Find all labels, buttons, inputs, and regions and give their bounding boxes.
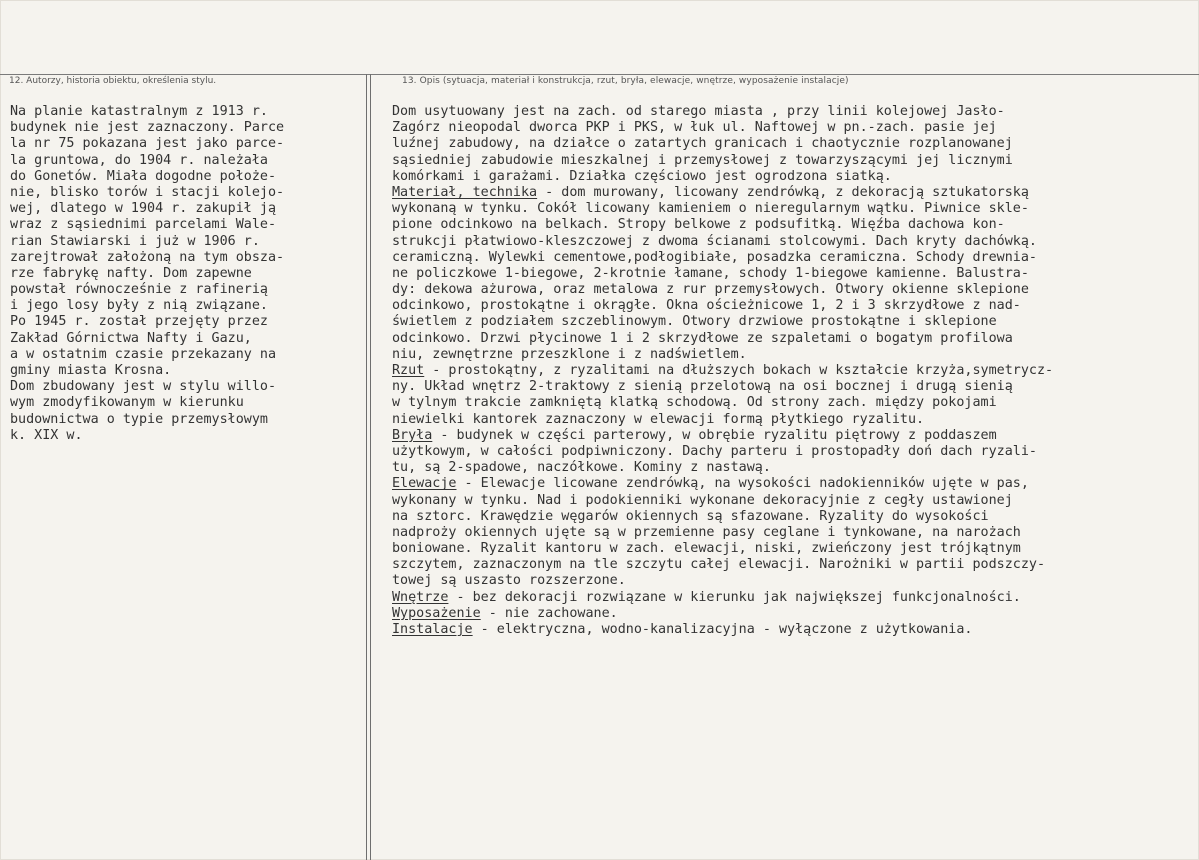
description-text-run: - budynek w części parterowy, w obrębie ryzalitu piętrowy z poddaszem <box>432 427 997 443</box>
description-line <box>392 525 1053 541</box>
description-line <box>392 606 1053 622</box>
description-line <box>392 573 1053 589</box>
description-line <box>392 444 1053 460</box>
history-line: gminy miasta Krosna. <box>10 363 172 378</box>
description-text-run: świetlem z podziałem szczeblinowym. Otwory drzwiowe prostokątne i sklepione <box>392 314 997 330</box>
history-line: nie, blisko torów i stacji kolejo- <box>10 184 285 200</box>
description-line <box>392 298 1053 314</box>
history-line: Po 1945 r. został przejęty przez <box>10 314 268 330</box>
section-heading: Materiał, technika <box>392 184 538 200</box>
description-text-run: w tylnym trakcie zamkniętą klatką schodową. Od strony zach. między pokojami <box>392 395 997 411</box>
description-line <box>392 395 1053 411</box>
history-line: la gruntowa, do 1904 r. należała <box>10 152 268 168</box>
history-line: Zakład Górnictwa Nafty i Gazu, <box>10 330 252 346</box>
section-heading: Instalacje <box>392 622 473 637</box>
description-text-run: szczytem, zaznaczonym na tle szczytu całej elewacji. Narożniki w partii podszczy- <box>392 557 1046 573</box>
header-divider <box>0 74 1199 75</box>
history-line: la nr 75 pokazana jest jako parce- <box>10 136 285 152</box>
history-line: Na planie katastralnym z 1913 r. <box>10 104 268 119</box>
section-heading: Bryła <box>392 427 433 443</box>
history-line: budownictwa o typie przemysłowym <box>10 411 268 427</box>
history-line: wej, dlatego w 1904 r. zakupił ją <box>10 201 277 217</box>
history-line: k. XIX w. <box>10 427 83 443</box>
description-text-run: odcinkowo, prostokątne i okrągłe. Okna ościeżnicowe 1, 2 i 3 skrzydłowe z nad- <box>392 298 1021 314</box>
description-text-run: - nie zachowane. <box>480 605 618 621</box>
description-line <box>392 282 1053 298</box>
description-line <box>392 428 1053 444</box>
description-text-run: - bez dekoracji rozwiązane w kierunku jak największej funkcjonalności. <box>448 589 1021 605</box>
description-line <box>392 104 1053 120</box>
description-text-run: niewielki kantorek zaznaczony w elewacji formą płytkiego ryzalitu. <box>392 411 925 427</box>
description-text-run: na sztorc. Krawędzie węgarów okiennych są sfazowane. Ryzality do wysokości <box>392 508 989 524</box>
description-line <box>392 266 1053 282</box>
description-text-run: ceramiczną. Wylewki cementowe,podłogibiałe, posadzka ceramiczna. Schody drewnia- <box>392 249 1037 265</box>
description-text-run: ne policzkowe 1-biegowe, 2-krotnie łamane, schody 1-biegowe kamienne. Balustra- <box>392 265 1029 281</box>
description-text-run: dy: dekowa ażurowa, oraz metalowa z rur przemysłowych. Otwory okienne sklepione <box>392 282 1029 298</box>
section-12-header: 12. Autorzy, historia obiektu, określenia stylu. <box>9 76 217 86</box>
description-line <box>392 363 1053 379</box>
section-heading: Wnętrze <box>392 589 449 605</box>
description-line <box>392 557 1053 573</box>
description-text-run: wykonany w tynku. Nad i podokienniki wykonane dekoracyjnie z cegły ustawionej <box>392 492 1013 508</box>
description-line <box>392 201 1053 217</box>
description-text-run: boniowane. Ryzalit kantoru w zach. elewacji, niski, zwieńczony jest trójkątnym <box>392 541 1021 557</box>
description-line <box>392 590 1053 606</box>
section-heading: Elewacje <box>392 476 457 492</box>
history-line: budynek nie jest zaznaczony. Parce <box>10 120 285 136</box>
description-line <box>392 169 1053 185</box>
history-line: rian Stawiarski i już w 1906 r. <box>10 233 260 249</box>
section-heading: Wyposażenie <box>392 605 481 621</box>
column-divider-1 <box>366 74 367 860</box>
description-line <box>392 347 1053 363</box>
description-text-run: sąsiedniej zabudowie mieszkalnej i przemysłowej z towarzyszącymi jej licznymi <box>392 152 1013 168</box>
description-text-run: komórkami i garażami. Działka częściowo jest ogrodzona siatką. <box>392 168 892 184</box>
description-text-run: wykonaną w tynku. Cokół licowany kamieniem o nieregularnym wątku. Piwnice skle- <box>392 201 1029 217</box>
section-heading: Rzut <box>392 363 425 378</box>
description-text-run: ny. Układ wnętrz 2-traktowy z sienią przelotową na osi bocznej i drugą sienią <box>392 379 1013 395</box>
description-text-run: odcinkowo. Drzwi płycinowe 1 i 2 skrzydłowe ze szpaletami o bogatym profilowa <box>392 330 1013 346</box>
description-line <box>392 234 1053 250</box>
history-text <box>10 104 284 444</box>
history-line: rze fabrykę nafty. Dom zapewne <box>10 265 252 281</box>
description-line <box>392 622 1053 638</box>
history-line: do Gonetów. Miała dogodne położe- <box>10 168 277 184</box>
description-line <box>392 460 1053 476</box>
description-line <box>392 379 1053 395</box>
description-text-run: luźnej zabudowy, na działce o zatartych granicach i chaotycznie rozplanowanej <box>392 136 1013 152</box>
description-line <box>392 541 1053 557</box>
description-text <box>392 104 1053 638</box>
description-text-run: - dom murowany, licowany zendrówką, z dekoracją sztukatorską <box>537 184 1029 200</box>
description-line <box>392 153 1053 169</box>
description-text-run: tu, są 2-spadowe, naczółkowe. Kominy z nastawą. <box>392 460 771 476</box>
description-line <box>392 476 1053 492</box>
history-line: wym zmodyfikowanym w kierunku <box>10 395 244 411</box>
history-line: wraz z sąsiednimi parcelami Wale- <box>10 217 277 233</box>
description-text-run: - Elewacje licowane zendrówką, na wysokości nadokienników ujęte w pas, <box>456 476 1029 492</box>
description-text-run: towej są uszasto rozszerzone. <box>392 573 626 589</box>
description-text-run: nadproży okiennych ujęte są w przemienne pasy ceglane i tynkowane, na narożach <box>392 524 1021 540</box>
history-line: zarejtrował założoną na tym obsza- <box>10 249 285 265</box>
description-line <box>392 314 1053 330</box>
description-text-run: pione odcinkowo na belkach. Stropy belkowe z podsufitką. Więźba dachowa kon- <box>392 217 1005 233</box>
description-text-run: niu, zewnętrzne przeszklone i z nadświetlem. <box>392 346 747 362</box>
description-line <box>392 217 1053 233</box>
description-text-run: Dom usytuowany jest na zach. od starego miasta , przy linii kolejowej Jasło- <box>392 104 1005 119</box>
description-text-run: użytkowym, w całości podpiwniczony. Dachy parteru i prostopadły doń dach ryzali- <box>392 443 1037 459</box>
section-13-header: 13. Opis (sytuacja, materiał i konstrukcja, rzut, bryła, elewacje, wnętrze, wyposażenie instalacje) <box>402 76 849 86</box>
description-line <box>392 185 1053 201</box>
description-line <box>392 331 1053 347</box>
history-line: i jego losy były z nią związane. <box>10 298 268 314</box>
description-text-run: - prostokątny, z ryzalitami na dłuższych bokach w kształcie krzyża,symetrycz- <box>424 363 1054 378</box>
description-line <box>392 509 1053 525</box>
description-text-run: Zagórz nieopodal dworca PKP i PKS, w łuk ul. Naftowej w pn.-zach. pasie jej <box>392 120 997 136</box>
history-line: Dom zbudowany jest w stylu willo- <box>10 379 277 395</box>
description-line <box>392 493 1053 509</box>
history-line: powstał równocześnie z rafinerią <box>10 282 268 298</box>
history-line: a w ostatnim czasie przekazany na <box>10 346 277 362</box>
description-line <box>392 136 1053 152</box>
description-line <box>392 120 1053 136</box>
description-line <box>392 412 1053 428</box>
column-divider-2 <box>370 74 371 860</box>
description-text-run: strukcji płatwiowo-kleszczowej z dwoma ścianami stolcowymi. Dach kryty dachówką. <box>392 233 1037 249</box>
description-text-run: - elektryczna, wodno-kanalizacyjna - wyłączone z użytkowania. <box>472 622 973 637</box>
description-line <box>392 250 1053 266</box>
